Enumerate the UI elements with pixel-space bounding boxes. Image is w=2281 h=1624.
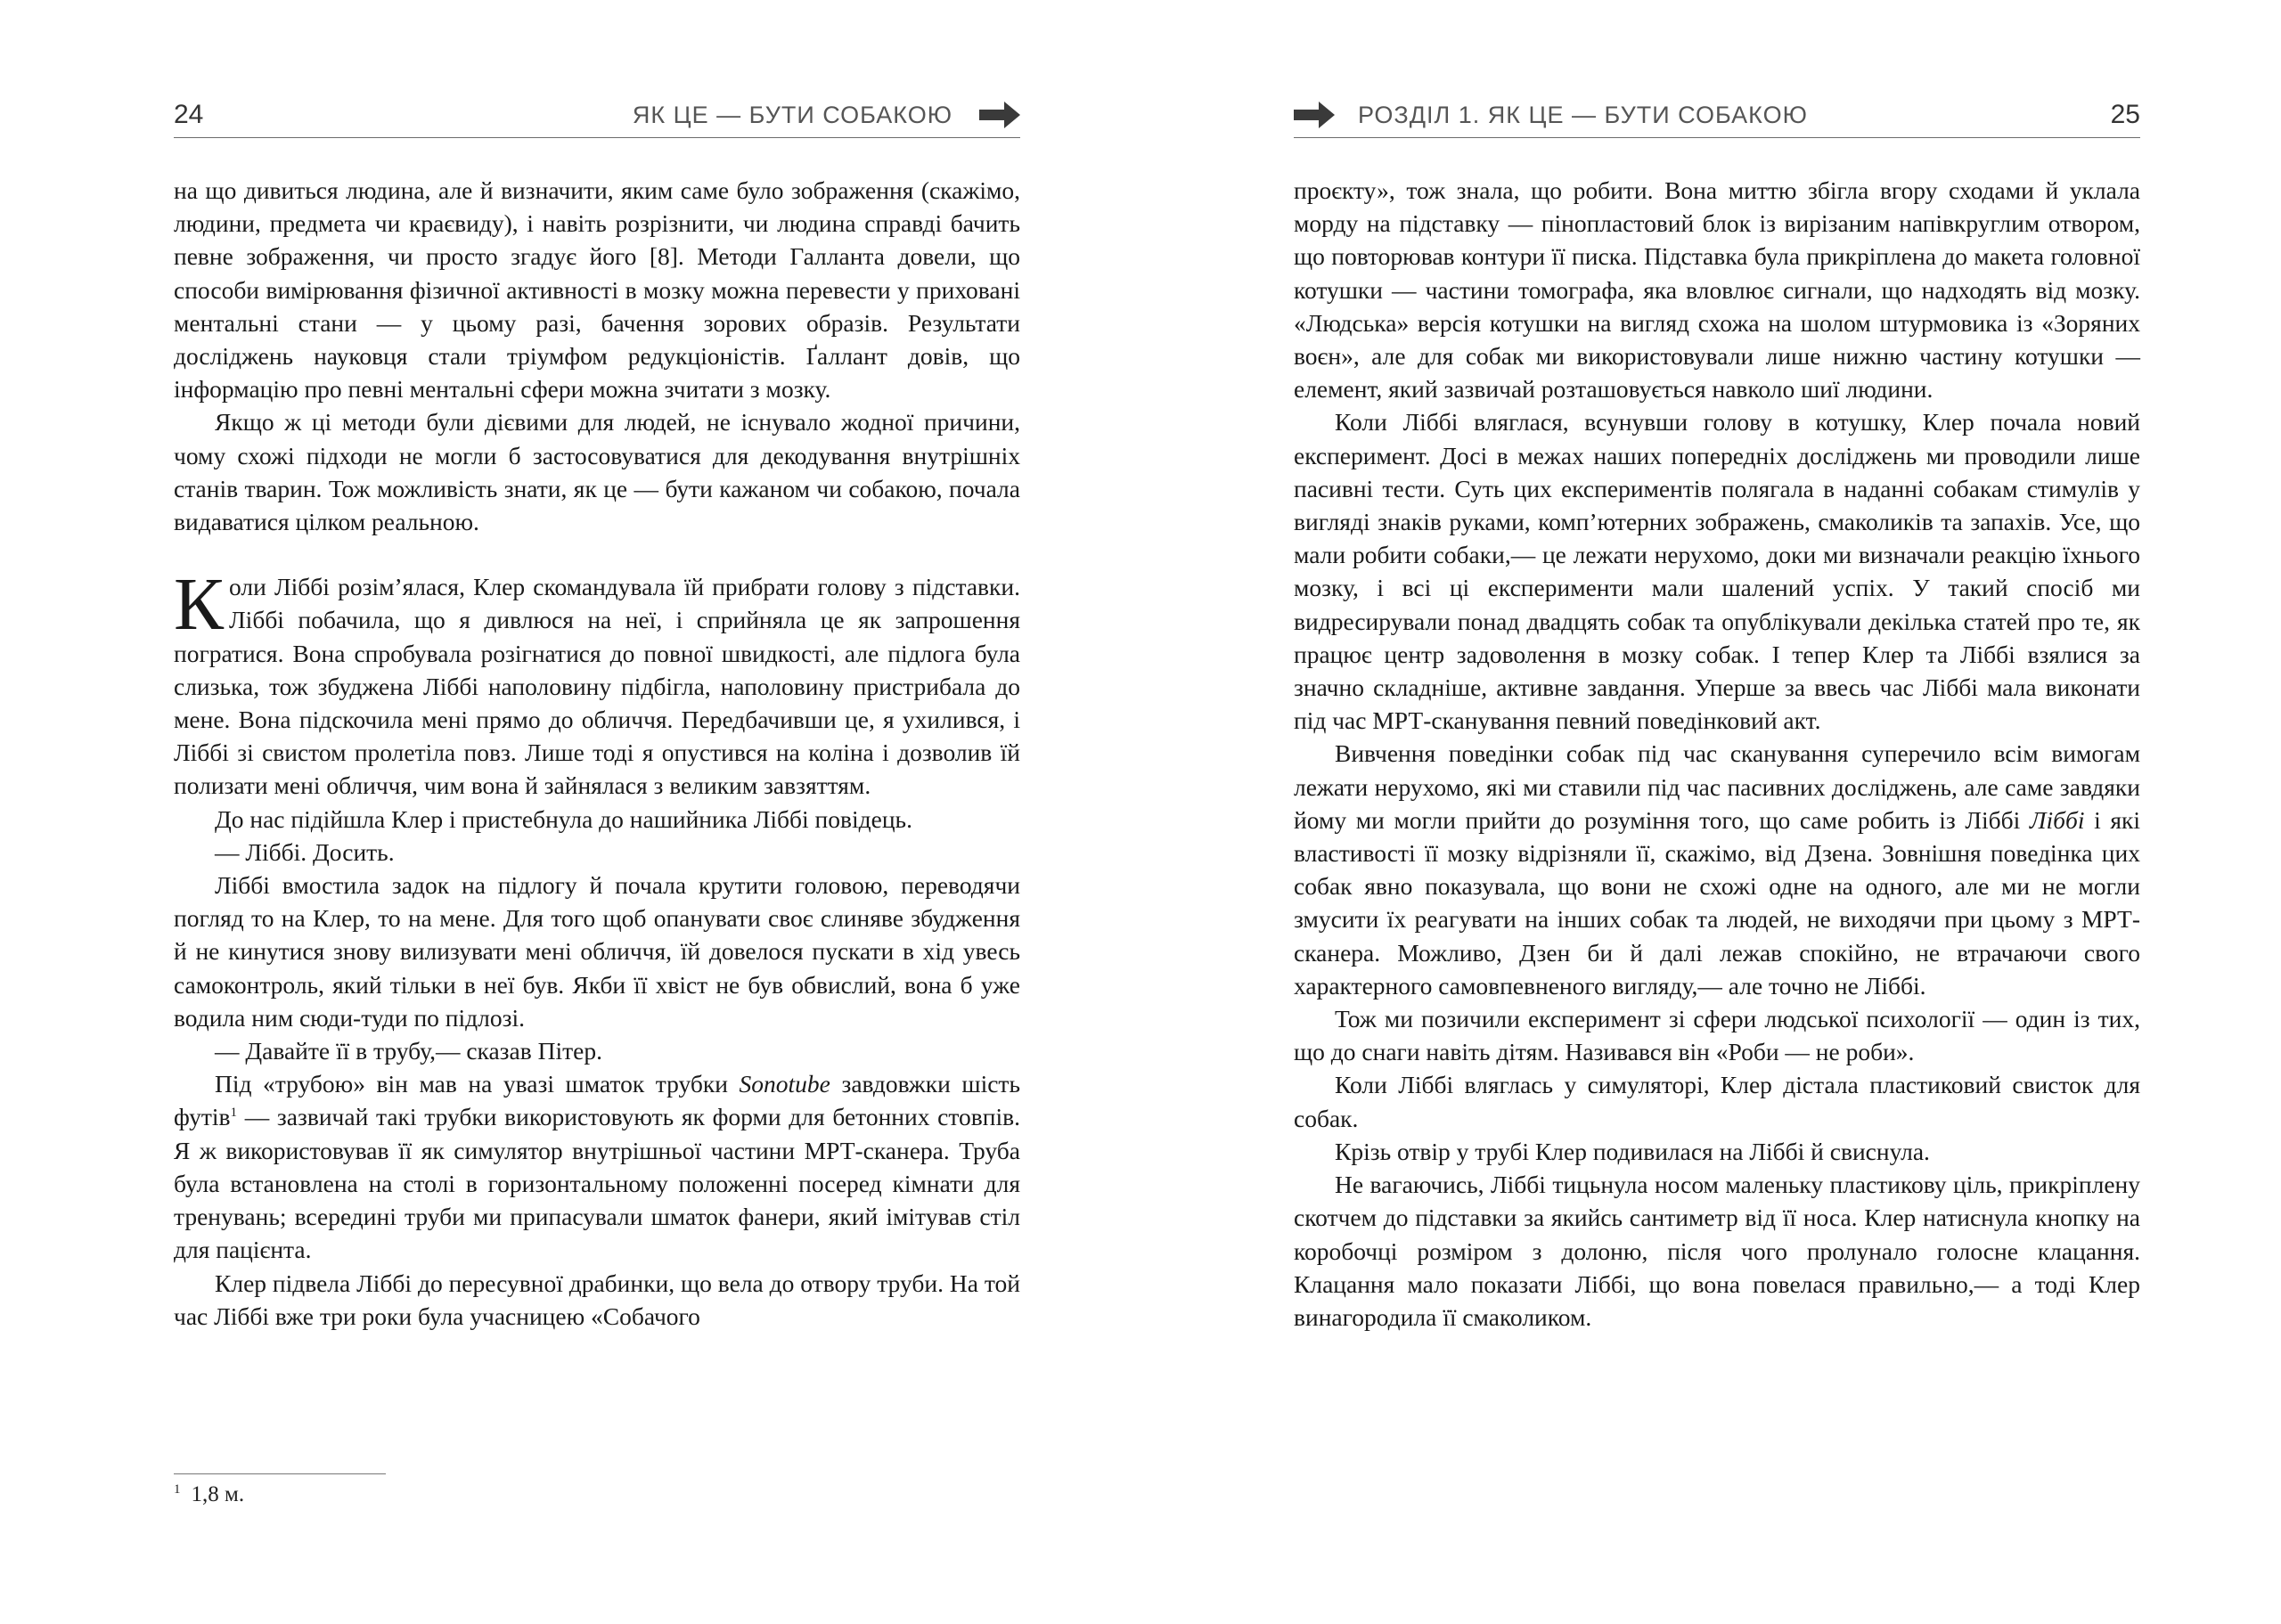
right-arrow-icon (979, 102, 1020, 128)
paragraph: Клер підвела Ліббі до пересувної драбинки, що вела до отвору труби. На той час Ліббі вже три роки була учасницею «Собачого (174, 1269, 1020, 1330)
footnote (174, 1482, 244, 1507)
running-head-left (174, 96, 1020, 138)
paragraph: на що дивиться людина, але й визначити, яким саме було зображення (скажімо, людини, предмета чи краєвиду), і навіть розрізнити, чи людина справді бачить певне зображення, чи просто згадує його [8]. Методи Галланта довели, що способи вимірювання фізичної активності в мозку можна перевести у приховані ментальні стани — у цьому разі, бачення зорових образів. Результати досліджень науковця стали тріумфом редукціоністів. Ґаллант довів, що інформацію про певні ментальні сфери можна зчитати з мозку. (174, 176, 1020, 404)
dialogue-line: — Давайте її в трубу,— сказав Пітер. (215, 1037, 602, 1065)
right-page (1294, 0, 2140, 1624)
left-page (174, 0, 1020, 1624)
dialogue-line: — Ліббі. Досить. (215, 837, 395, 866)
paragraph: Тож ми позичили експеримент зі сфери людської психології — один із тих, що до снаги навіть дітям. Називався він «Роби — не роби». (1294, 1005, 2140, 1066)
drop-cap: К (174, 563, 225, 647)
paragraph-text: оли Ліббі розім’ялася, Клер скомандувала їй прибрати голову з підставки. Ліббі побачила, що я дивлюся на неї, і сприйняла це як запрошення погратися. Вона спробувала розігнатися до повної швидкості, але підлога була слизька, тож збуджена Ліббі наполовину підбігла, наполовину пристрибала до мене. Вона підскочила мені прямо до обличчя. Передбачивши це, я ухилився, і Ліббі зі свистом пролетіла повз. Лише тоді я опустився на коліна і дозволив їй полизати мені обличчя, чим вона й зайнялася з великим завзяттям. (174, 573, 1020, 800)
paragraph: проєкту», тож знала, що робити. Вона миттю збігла вгору сходами й уклала морду на підставку — пінопластовий блок із вирізаним напівкруглим отвором, що повторював контури її писка. Підставка була прикріплена до макета головної котушки — частини томографа, яка вловлює сигнали, що надходять від мозку. «Людська» версія котушки на вигляд схожа на шолом штурмовика із «Зоряних воєн», але для собак ми використовували лише нижню частину котушки — елемент, який зазвичай розташовується навколо шиї людини. (1294, 176, 2140, 404)
body-text-left (174, 174, 1020, 1333)
paragraph: Ліббі вмостила задок на підлогу й почала крутити головою, переводячи погляд то на Клер, то на мене. Для того щоб опанувати своє слиняве збудження й не кинутися знову вилизувати мені обличчя, їй довелося пускати в хід увесь самоконтроль, який тільки в неї був. Якби її хвіст не був обвислий, вона б уже водила ним сюди-туди по підлозі. (174, 871, 1020, 1032)
footnote-divider (174, 1473, 386, 1474)
paragraph-text: Вивчення поведінки собак під час сканування суперечило всім вимогам лежати нерухомо, які ми ставили під час пасивних досліджень, але саме завдяки йому ми могли прийти до розуміння того, що саме робить із Ліббі (1294, 739, 2140, 834)
running-head-right (1294, 96, 2140, 138)
paragraph-text: Під «трубою» він мав на увазі шматок трубки (215, 1070, 740, 1098)
paragraph: Якщо ж ці методи були дієвими для людей, не існувало жодної причини, чому схожі підходи не могли б застосовуватися для декодування внутрішніх станів тварин. Тож можливість знати, як це — бути кажаном чи собакою, почала видаватися цілком реальною. (174, 408, 1020, 536)
section-break (174, 538, 1020, 570)
paragraph: До нас підійшла Клер і пристебнула до нашийника Ліббі повідець. (215, 804, 912, 833)
running-title: ЯК ЦЕ — БУТИ СОБАКОЮ (632, 102, 952, 128)
footnote-mark: 1 (174, 1481, 181, 1497)
paragraph: Коли Ліббі вляглася, всунувши голову в котушку, Клер почала новий експеримент. Досі в межах наших попередніх досліджень ми проводили лише пасивні тести. Суть цих експериментів полягала в наданні собакам стимулів у вигляді знаків руками, комп’ютерних зображень, смаколиків та запахів. Усе, що мали робити собаки,— це лежати нерухомо, доки ми визначали реакцію їхнього мозку, і всі ці експерименти мали шалений успіх. У такий спосіб ми видресирували понад двадцять собак та опублікували декілька статей про те, як працює центр задоволення в мозку собак. І тепер Клер та Ліббі взялися за значно складніше, активне завдання. Уперше за ввесь час Ліббі мала виконати під час МРТ-сканування певний поведінковий акт. (1294, 408, 2140, 735)
italic-text: Ліббі (2029, 805, 2085, 834)
paragraph: Крізь отвір у трубі Клер подивилася на Ліббі й свиснула. (1335, 1137, 1930, 1165)
page-number: 25 (2110, 100, 2140, 129)
paragraph: Не вагаючись, Ліббі тицьнула носом маленьку пластикову ціль, прикріплену скотчем до підставки за якийсь сантиметр від її носа. Клер натиснула кнопку на коробочці розміром з долоню, після чого пролунало голосне клацання. Клацання мало показати Ліббі, що вона повелася правильно,— а тоді Клер винагородила її смаколиком. (1294, 1171, 2140, 1331)
paragraph-text: — зазвичай такі трубки використовують як форми для бетонних стовпів. Я ж використовував її як симулятор внутрішньої частини МРТ-сканера. Труба була встановлена на столі в горизонтальному положенні посеред кімнати для тренувань; всередині труби ми припасували шматок фанери, який імітував стіл для пацієнта. (174, 1103, 1020, 1264)
italic-text: Sonotube (739, 1070, 830, 1098)
footnote-ref: 1 (230, 1106, 238, 1121)
paragraph (174, 1067, 1020, 1266)
right-arrow-icon (1294, 102, 1335, 128)
body-text-right (1294, 174, 2140, 1334)
dropcap-paragraph (174, 563, 1020, 802)
paragraph-text: і які властивості її мозку відрізняли її, скажімо, від Дзена. Зовнішня поведінка цих собак явно показувала, що вони не схожі одне на одного, але ми не могли змусити їх реагувати на інших собак та людей, не виходячи при цьому з МРТ-сканера. Можливо, Дзен би й далі лежав спокійно, не втрачаючи свого характерного самовпевненого вигляду,— але точно не Ліббі. (1294, 805, 2140, 1000)
running-title: РОЗДІЛ 1. ЯК ЦЕ — БУТИ СОБАКОЮ (1358, 102, 1808, 128)
paragraph: Коли Ліббі вляглась у симуляторі, Клер дістала пластиковий свисток для собак. (1294, 1071, 2140, 1132)
paragraph (1294, 737, 2140, 1002)
page-number: 24 (174, 100, 204, 129)
footnote-text: 1,8 м. (191, 1482, 245, 1506)
paragraph-text: завдовжки шість футів (174, 1070, 1020, 1131)
